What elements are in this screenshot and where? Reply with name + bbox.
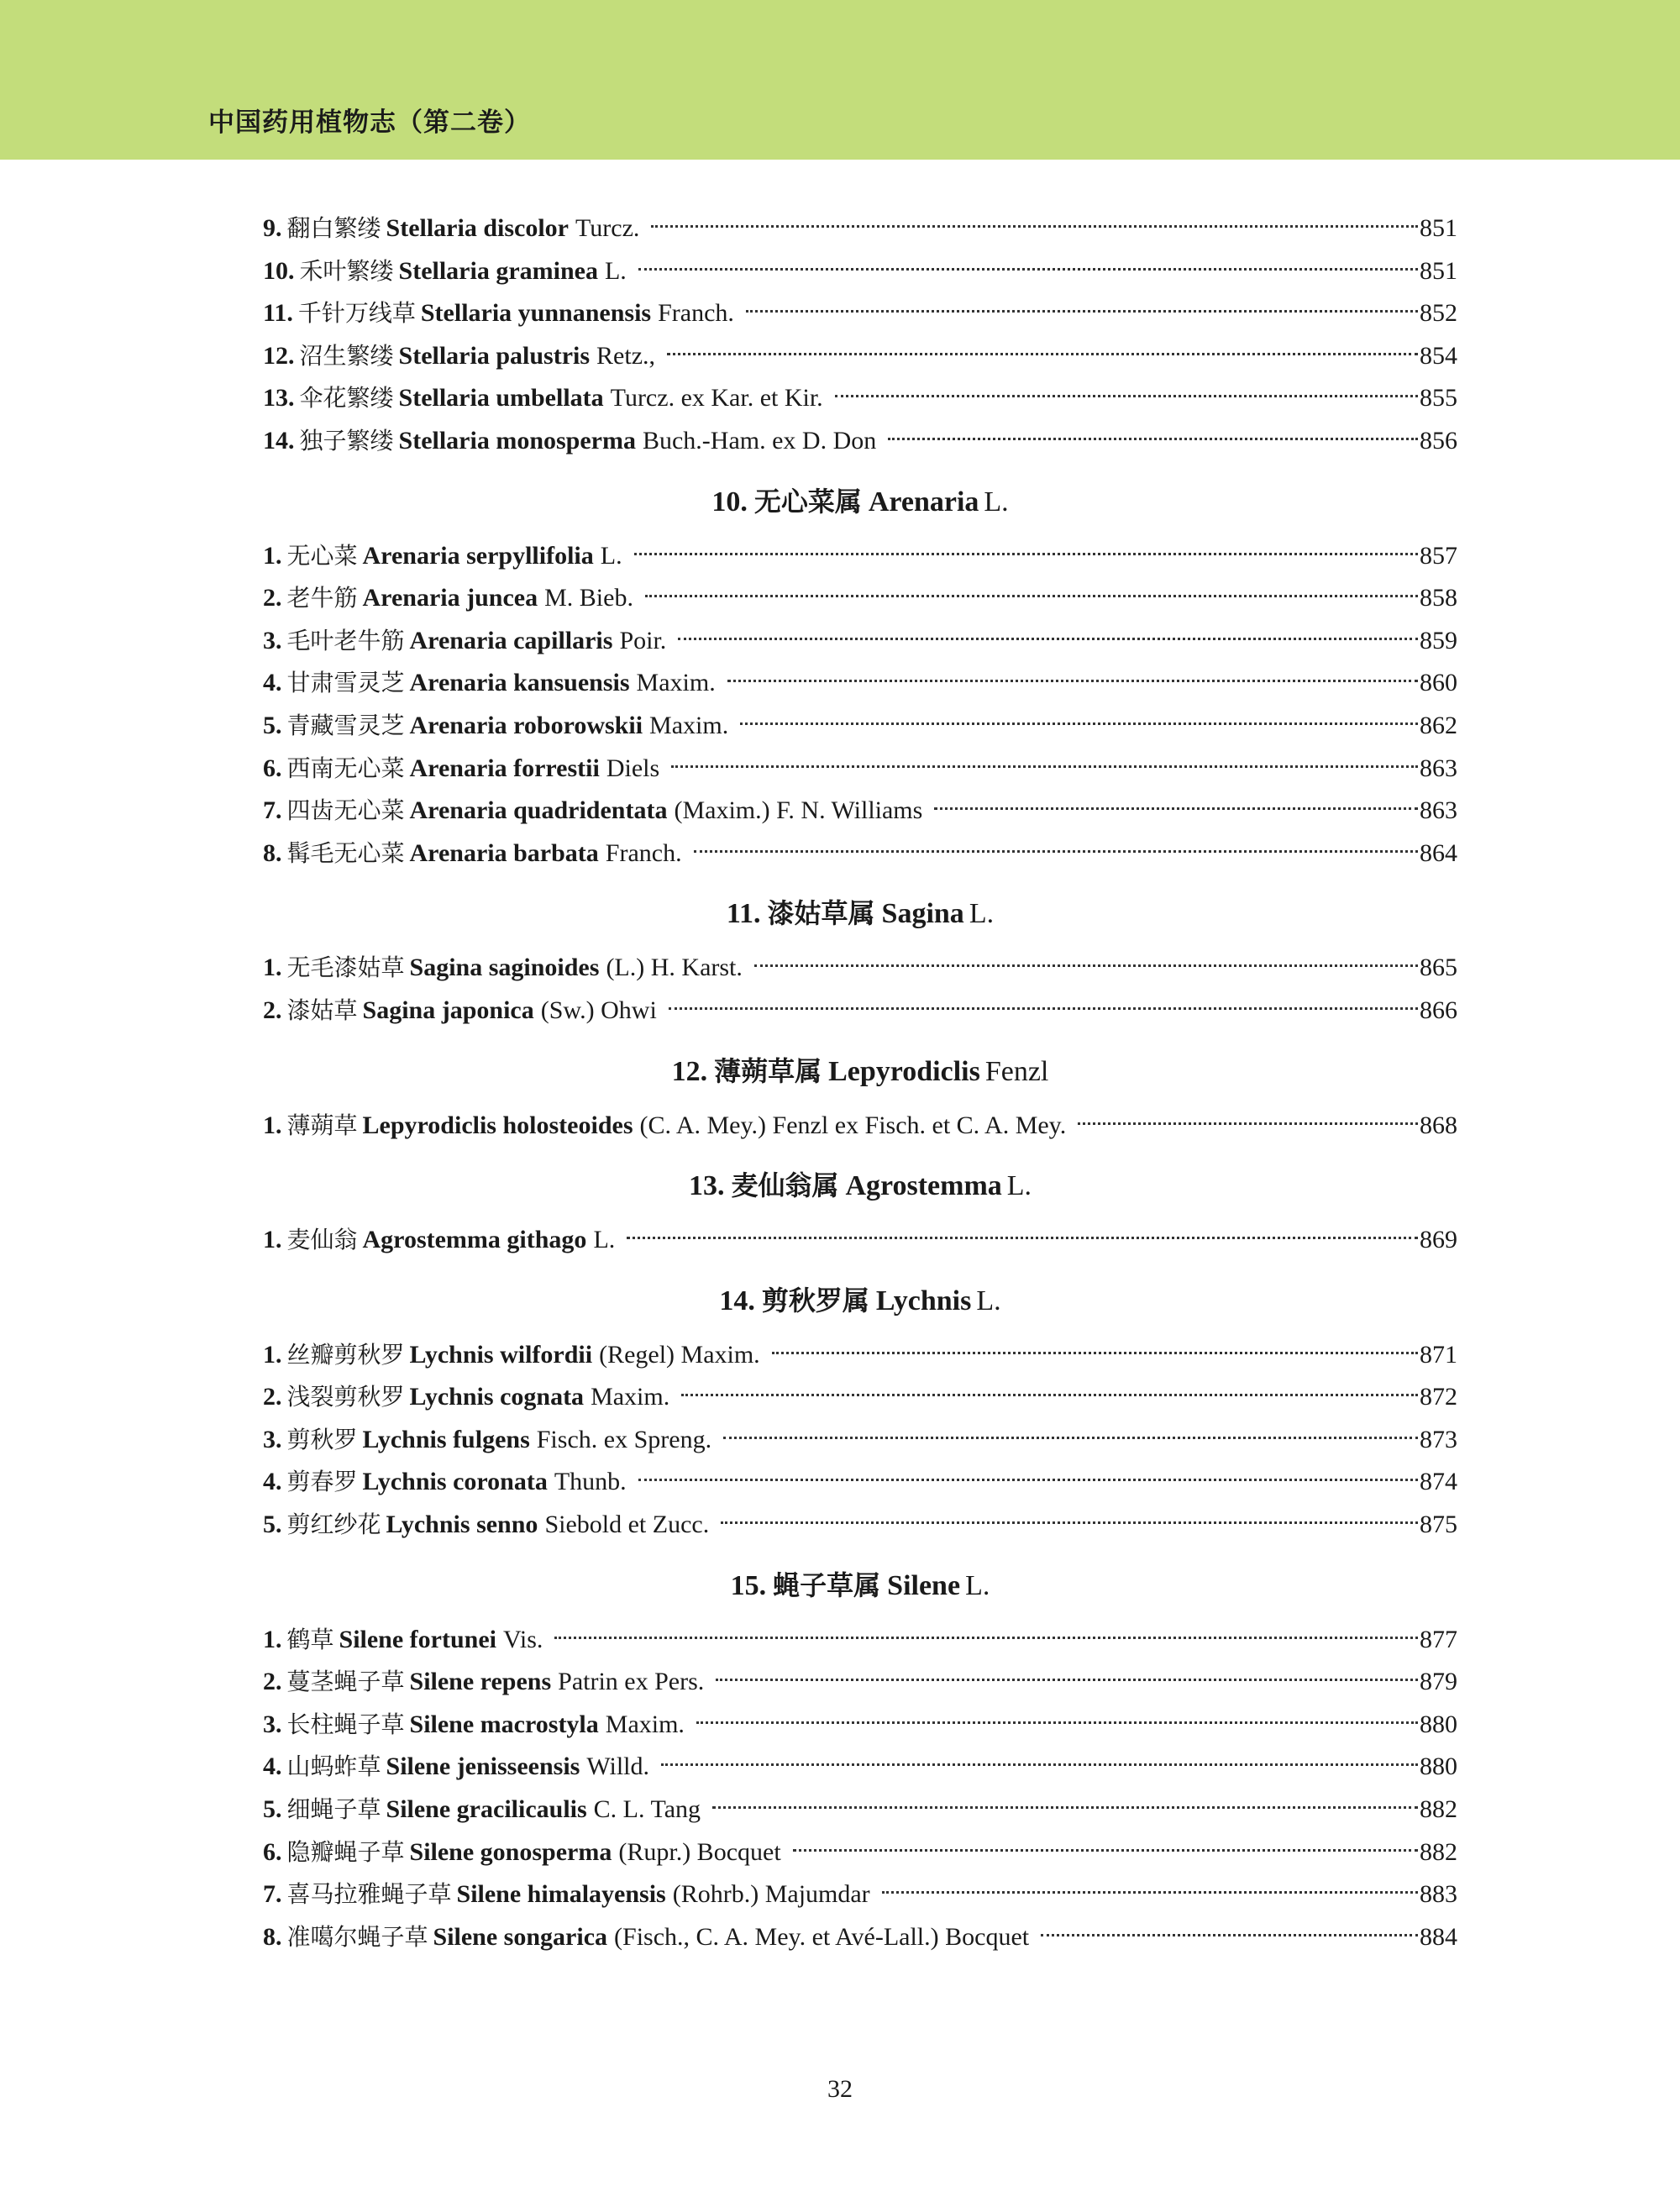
- entry-scientific-name: Arenaria capillaris: [409, 626, 613, 654]
- entry-page: 884: [1420, 1922, 1457, 1951]
- dot-leader: [793, 1847, 1418, 1852]
- entry-page: 856: [1420, 426, 1457, 455]
- toc-entry[interactable]: [263, 990, 1457, 1033]
- entry-scientific-name: Silene gonosperma: [409, 1837, 612, 1866]
- entry-chinese-name: 毛叶老牛筋: [286, 626, 405, 654]
- entry-page: 851: [1420, 256, 1457, 285]
- entry-author: Poir.: [619, 626, 667, 654]
- dot-leader: [638, 1477, 1418, 1481]
- entry-page: 852: [1420, 299, 1457, 328]
- entry-page: 874: [1420, 1468, 1457, 1496]
- entry-scientific-name: Arenaria forrestii: [409, 754, 600, 782]
- dot-leader: [712, 1805, 1418, 1809]
- toc-entry[interactable]: [263, 947, 1457, 990]
- entry-chinese-name: 丝瓣剪秋罗: [286, 1340, 405, 1369]
- entry-author: Siebold et Zucc.: [544, 1511, 710, 1539]
- entry-author: (Regel) Maxim.: [599, 1340, 760, 1369]
- header-band: [0, 0, 1680, 160]
- entry-number: 3.: [263, 1425, 282, 1453]
- entry-scientific-name: Stellaria yunnanensis: [420, 299, 652, 328]
- genus-number: 10.: [711, 486, 748, 518]
- dot-leader: [669, 1006, 1418, 1010]
- entry-chinese-name: 老牛筋: [286, 584, 358, 612]
- entry-chinese-name: 剪秋罗: [286, 1425, 358, 1453]
- toc-entry[interactable]: [263, 790, 1457, 833]
- entry-scientific-name: Stellaria palustris: [398, 341, 591, 370]
- entry-chinese-name: 漆姑草: [286, 996, 358, 1024]
- entry-number: 2.: [263, 1668, 282, 1696]
- entry-scientific-name: Arenaria kansuensis: [409, 669, 630, 697]
- toc-entry[interactable]: [263, 420, 1457, 463]
- entry-chinese-name: 无心菜: [286, 541, 358, 570]
- entry-chinese-name: 薄蒴草: [286, 1111, 358, 1139]
- entry-number: 8.: [263, 1922, 282, 1951]
- toc-entry[interactable]: [263, 1873, 1457, 1916]
- entry-page: 866: [1420, 996, 1457, 1024]
- entry-number: 1.: [263, 541, 282, 570]
- book-title: 中国药用植物志（第二卷）: [208, 108, 531, 138]
- entry-number: 14.: [263, 426, 295, 455]
- entry-page: 869: [1420, 1226, 1457, 1254]
- dot-leader: [772, 1350, 1418, 1354]
- toc-entry[interactable]: [263, 535, 1457, 578]
- genus-author: L.: [1006, 1170, 1032, 1202]
- entry-scientific-name: Arenaria juncea: [362, 584, 538, 612]
- toc-entry[interactable]: [263, 748, 1457, 791]
- dot-leader: [835, 393, 1418, 397]
- entry-page: 860: [1420, 669, 1457, 697]
- genus-chinese-name: 蝇子草属: [773, 1569, 881, 1601]
- entry-number: 5.: [263, 711, 282, 739]
- entry-author: Buch.-Ham. ex D. Don: [642, 426, 877, 455]
- entry-number: 7.: [263, 796, 282, 825]
- genus-heading: [263, 1563, 1457, 1607]
- toc-entry[interactable]: [263, 1419, 1457, 1462]
- genus-scientific-name: Arenaria: [868, 486, 979, 518]
- entry-number: 11.: [263, 299, 293, 328]
- entry-scientific-name: Arenaria quadridentata: [409, 796, 668, 825]
- entry-author: Maxim.: [649, 711, 729, 739]
- entry-number: 1.: [263, 1625, 282, 1653]
- entry-scientific-name: Sagina japonica: [362, 996, 534, 1024]
- entry-page: 864: [1420, 838, 1457, 867]
- genus-scientific-name: Sagina: [881, 898, 964, 930]
- entry-scientific-name: Lychnis fulgens: [362, 1425, 530, 1453]
- dot-leader: [634, 551, 1418, 555]
- entry-number: 4.: [263, 1752, 282, 1781]
- entry-author: L.: [604, 256, 627, 285]
- entry-author: Retz.,: [596, 341, 656, 370]
- toc-entry[interactable]: [263, 1376, 1457, 1419]
- toc-entry[interactable]: [263, 1831, 1457, 1874]
- entry-author: Maxim.: [591, 1383, 670, 1411]
- genus-heading: [263, 1164, 1457, 1207]
- entry-author: C. L. Tang: [593, 1795, 701, 1824]
- genus-heading: [263, 480, 1457, 523]
- table-of-contents: [263, 208, 1457, 1958]
- toc-entry[interactable]: [263, 1789, 1457, 1831]
- entry-chinese-name: 蔓茎蝇子草: [286, 1668, 405, 1696]
- entry-chinese-name: 隐瓣蝇子草: [286, 1837, 405, 1866]
- entry-scientific-name: Silene repens: [409, 1668, 552, 1696]
- dot-leader: [716, 1677, 1418, 1681]
- dot-leader: [671, 764, 1418, 768]
- toc-entry[interactable]: [263, 1746, 1457, 1789]
- genus-author: L.: [969, 898, 995, 930]
- dot-leader: [645, 593, 1418, 597]
- entry-scientific-name: Silene macrostyla: [409, 1710, 599, 1738]
- entry-page: 872: [1420, 1383, 1457, 1411]
- genus-scientific-name: Lychnis: [875, 1285, 972, 1316]
- dot-leader: [681, 1392, 1418, 1396]
- entry-chinese-name: 剪春罗: [286, 1468, 358, 1496]
- toc-entry[interactable]: [263, 1704, 1457, 1747]
- entry-scientific-name: Lychnis cognata: [409, 1383, 585, 1411]
- entry-scientific-name: Arenaria serpyllifolia: [362, 541, 594, 570]
- genus-number: 13.: [688, 1170, 725, 1202]
- entry-scientific-name: Stellaria monosperma: [398, 426, 636, 455]
- genus-chinese-name: 麦仙翁属: [731, 1169, 839, 1202]
- genus-chinese-name: 漆姑草属: [767, 897, 875, 930]
- toc-entry[interactable]: [263, 662, 1457, 705]
- entry-chinese-name: 无毛漆姑草: [286, 954, 405, 982]
- entry-number: 1.: [263, 1340, 282, 1369]
- entry-scientific-name: Silene songarica: [433, 1922, 608, 1951]
- dot-leader: [754, 963, 1418, 967]
- entry-number: 7.: [263, 1880, 282, 1909]
- entry-page: 868: [1420, 1111, 1457, 1139]
- entry-chinese-name: 西南无心菜: [286, 754, 405, 782]
- genus-heading: [263, 1279, 1457, 1322]
- toc-entry[interactable]: [263, 1916, 1457, 1959]
- entry-author: (C. A. Mey.) Fenzl ex Fisch. et C. A. Mey.: [639, 1111, 1067, 1139]
- entry-scientific-name: Silene fortunei: [339, 1625, 497, 1653]
- entry-scientific-name: Lepyrodiclis holosteoides: [362, 1111, 633, 1139]
- toc-entry[interactable]: [263, 577, 1457, 620]
- entry-author: L.: [600, 541, 622, 570]
- entry-number: 4.: [263, 1468, 282, 1496]
- entry-author: Franch.: [605, 838, 682, 867]
- genus-author: L.: [984, 486, 1009, 518]
- dot-leader: [934, 806, 1418, 810]
- entry-number: 4.: [263, 669, 282, 697]
- entry-chinese-name: 麦仙翁: [286, 1226, 358, 1254]
- entry-chinese-name: 独子繁缕: [299, 426, 394, 455]
- dot-leader: [667, 351, 1418, 355]
- dot-leader: [727, 678, 1418, 682]
- dot-leader: [694, 849, 1418, 853]
- entry-page: 865: [1420, 954, 1457, 982]
- entry-scientific-name: Lychnis coronata: [362, 1468, 548, 1496]
- entry-author: Thunb.: [554, 1468, 627, 1496]
- dot-leader: [638, 266, 1418, 271]
- entry-scientific-name: Arenaria roborowskii: [409, 711, 643, 739]
- entry-page: 862: [1420, 711, 1457, 739]
- entry-number: 1.: [263, 1111, 282, 1139]
- entry-author: (Fisch., C. A. Mey. et Avé-Lall.) Bocquet: [614, 1922, 1030, 1951]
- toc-entry[interactable]: [263, 1661, 1457, 1704]
- genus-author: L.: [965, 1569, 990, 1601]
- entry-author: Willd.: [586, 1752, 649, 1781]
- dot-leader: [888, 436, 1418, 440]
- entry-scientific-name: Lychnis senno: [386, 1511, 538, 1539]
- toc-entry[interactable]: [263, 1619, 1457, 1662]
- entry-chinese-name: 伞花繁缕: [299, 384, 394, 412]
- entry-number: 1.: [263, 1226, 282, 1254]
- entry-page: 877: [1420, 1625, 1457, 1653]
- genus-heading: [263, 1049, 1457, 1093]
- toc-entry[interactable]: [263, 292, 1457, 335]
- entry-chinese-name: 喜马拉雅蝇子草: [286, 1880, 452, 1909]
- toc-entry[interactable]: [263, 377, 1457, 420]
- genus-chinese-name: 无心菜属: [753, 485, 862, 518]
- entry-author: (L.) H. Karst.: [606, 954, 743, 982]
- entry-chinese-name: 鹤草: [286, 1625, 334, 1653]
- entry-page: 863: [1420, 796, 1457, 825]
- entry-chinese-name: 细蝇子草: [286, 1795, 381, 1824]
- genus-number: 11.: [726, 898, 761, 930]
- dot-leader: [723, 1435, 1418, 1439]
- entry-number: 2.: [263, 584, 282, 612]
- entry-author: L.: [593, 1226, 616, 1254]
- entry-chinese-name: 长柱蝇子草: [286, 1710, 405, 1738]
- entry-number: 5.: [263, 1511, 282, 1539]
- entry-chinese-name: 翻白繁缕: [286, 214, 381, 242]
- entry-page: 873: [1420, 1425, 1457, 1453]
- toc-entry[interactable]: [263, 1504, 1457, 1547]
- entry-page: 880: [1420, 1710, 1457, 1738]
- entry-number: 9.: [263, 214, 282, 242]
- entry-scientific-name: Lychnis wilfordii: [409, 1340, 593, 1369]
- entry-number: 12.: [263, 341, 295, 370]
- toc-entry[interactable]: [263, 705, 1457, 748]
- genus-number: 12.: [671, 1055, 708, 1087]
- entry-number: 6.: [263, 1837, 282, 1866]
- genus-author: Fenzl: [984, 1055, 1049, 1087]
- entry-page: 883: [1420, 1880, 1457, 1909]
- entry-page: 859: [1420, 626, 1457, 654]
- entry-chinese-name: 千针万线草: [297, 299, 416, 328]
- genus-number: 14.: [719, 1285, 755, 1316]
- dot-leader: [661, 1762, 1418, 1766]
- entry-author: (Rohrb.) Majumdar: [672, 1880, 870, 1909]
- entry-page: 854: [1420, 341, 1457, 370]
- entry-chinese-name: 山蚂蚱草: [286, 1752, 381, 1781]
- entry-number: 3.: [263, 1710, 282, 1738]
- entry-page: 880: [1420, 1752, 1457, 1781]
- toc-entry[interactable]: [263, 1219, 1457, 1262]
- entry-author: (Sw.) Ohwi: [540, 996, 657, 1024]
- entry-author: (Rupr.) Bocquet: [618, 1837, 781, 1866]
- entry-number: 2.: [263, 1383, 282, 1411]
- entry-scientific-name: Sagina saginoides: [409, 954, 600, 982]
- dot-leader: [746, 308, 1418, 313]
- entry-chinese-name: 剪红纱花: [286, 1511, 381, 1539]
- entry-author: Maxim.: [636, 669, 716, 697]
- entry-scientific-name: Stellaria graminea: [398, 256, 598, 285]
- entry-scientific-name: Stellaria umbellata: [398, 384, 604, 412]
- entry-scientific-name: Stellaria discolor: [386, 214, 569, 242]
- entry-number: 13.: [263, 384, 295, 412]
- entry-page: 875: [1420, 1511, 1457, 1539]
- entry-scientific-name: Silene gracilicaulis: [386, 1795, 587, 1824]
- entry-page: 858: [1420, 584, 1457, 612]
- genus-chinese-name: 薄蒴草属: [714, 1054, 822, 1087]
- dot-leader: [627, 1235, 1418, 1239]
- entry-chinese-name: 禾叶繁缕: [299, 256, 394, 285]
- toc-entry[interactable]: [263, 833, 1457, 875]
- entry-page: 851: [1420, 214, 1457, 242]
- dot-leader: [554, 1635, 1418, 1639]
- entry-number: 3.: [263, 626, 282, 654]
- dot-leader: [1078, 1121, 1418, 1125]
- genus-scientific-name: Agrostemma: [845, 1170, 1002, 1202]
- genus-chinese-name: 剪秋罗属: [761, 1284, 869, 1316]
- entry-author: Vis.: [503, 1625, 543, 1653]
- genus-number: 15.: [730, 1569, 767, 1601]
- genus-heading: [263, 891, 1457, 935]
- entry-chinese-name: 甘肃雪灵芝: [286, 669, 405, 697]
- entry-scientific-name: Arenaria barbata: [409, 838, 599, 867]
- genus-scientific-name: Silene: [887, 1569, 961, 1601]
- entry-scientific-name: Agrostemma githago: [362, 1226, 587, 1254]
- entry-author: Patrin ex Pers.: [558, 1668, 705, 1696]
- entry-scientific-name: Silene jenisseensis: [386, 1752, 580, 1781]
- dot-leader: [721, 1520, 1418, 1524]
- entry-author: Franch.: [658, 299, 734, 328]
- entry-number: 10.: [263, 256, 295, 285]
- toc-entry[interactable]: [263, 620, 1457, 663]
- toc-entry[interactable]: [263, 1461, 1457, 1504]
- entry-author: (Maxim.) F. N. Williams: [674, 796, 923, 825]
- dot-leader: [651, 223, 1418, 228]
- entry-page: 879: [1420, 1668, 1457, 1696]
- entry-author: Maxim.: [605, 1710, 685, 1738]
- toc-entry[interactable]: [263, 250, 1457, 293]
- entry-chinese-name: 准噶尔蝇子草: [286, 1922, 428, 1951]
- entry-author: Turcz. ex Kar. et Kir.: [610, 384, 823, 412]
- entry-page: 855: [1420, 384, 1457, 412]
- entry-author: M. Bieb.: [544, 584, 633, 612]
- entry-author: Diels: [606, 754, 660, 782]
- entry-author: Turcz.: [575, 214, 640, 242]
- entry-page: 871: [1420, 1340, 1457, 1369]
- entry-chinese-name: 髯毛无心菜: [286, 838, 405, 867]
- dot-leader: [696, 1720, 1418, 1724]
- entry-number: 5.: [263, 1795, 282, 1824]
- dot-leader: [882, 1889, 1418, 1894]
- entry-chinese-name: 青藏雪灵芝: [286, 711, 405, 739]
- dot-leader: [1041, 1932, 1418, 1936]
- toc-entry[interactable]: [263, 335, 1457, 378]
- page-number: 32: [827, 2075, 853, 2103]
- entry-scientific-name: Silene himalayensis: [456, 1880, 666, 1909]
- genus-scientific-name: Lepyrodiclis: [828, 1055, 980, 1087]
- entry-number: 1.: [263, 954, 282, 982]
- dot-leader: [678, 636, 1418, 640]
- entry-page: 882: [1420, 1795, 1457, 1824]
- entry-number: 8.: [263, 838, 282, 867]
- toc-entry[interactable]: [263, 208, 1457, 250]
- entry-author: Fisch. ex Spreng.: [536, 1425, 712, 1453]
- genus-author: L.: [976, 1285, 1001, 1316]
- toc-entry[interactable]: [263, 1105, 1457, 1148]
- entry-chinese-name: 浅裂剪秋罗: [286, 1383, 405, 1411]
- entry-page: 882: [1420, 1837, 1457, 1866]
- entry-chinese-name: 沼生繁缕: [299, 341, 394, 370]
- entry-page: 863: [1420, 754, 1457, 782]
- entry-number: 2.: [263, 996, 282, 1024]
- entry-chinese-name: 四齿无心菜: [286, 796, 405, 825]
- entry-page: 857: [1420, 541, 1457, 570]
- entry-number: 6.: [263, 754, 282, 782]
- toc-entry[interactable]: [263, 1334, 1457, 1377]
- dot-leader: [740, 721, 1418, 725]
